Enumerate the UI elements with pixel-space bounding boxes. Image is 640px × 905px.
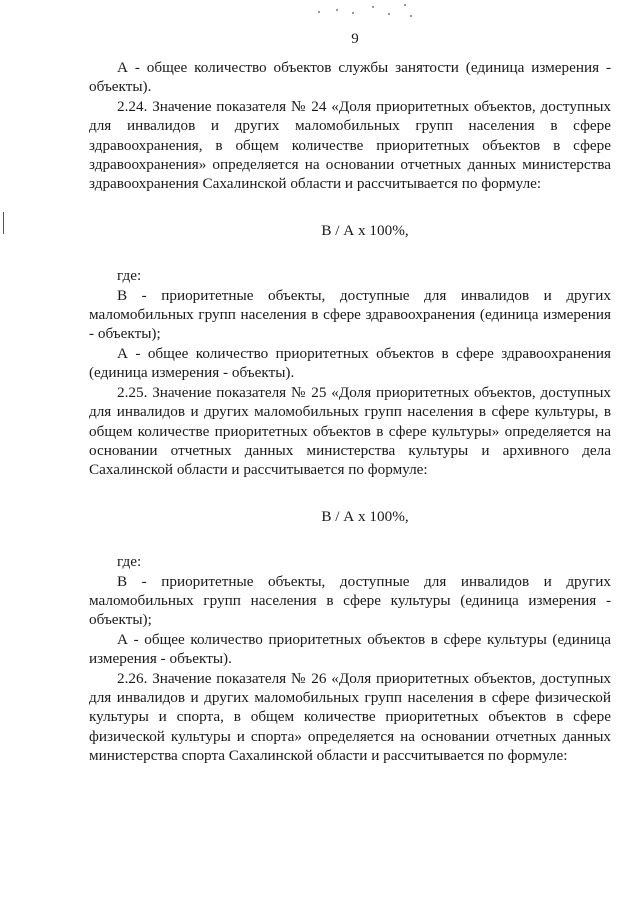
formula-culture: В / А х 100%, <box>321 507 409 525</box>
scan-speck <box>352 12 354 14</box>
where-label: где: <box>117 553 142 571</box>
scan-margin-mark <box>3 212 4 234</box>
where-label: где: <box>117 267 142 285</box>
page-number: 9 <box>351 31 359 47</box>
scan-speck <box>372 6 374 8</box>
paragraph-2-24-health-indicator: 2.24. Значение показателя № 24 «Доля приоритетных объектов, доступных для инвалидов и других маломобильных групп населения в сфере здравоохранения, в общем количестве приоритетных объектов в сфере здравоохранения» определяется на основании отчетных данных министерства здравоохранения Сахалинской области и рассчитывается по формуле: <box>89 97 611 193</box>
formula-health: В / А х 100%, <box>321 221 409 239</box>
scan-speck <box>318 11 320 13</box>
scan-speck <box>388 13 390 15</box>
scan-speck <box>404 4 406 6</box>
paragraph-a-employment-objects: А - общее количество объектов службы занятости (единица измерения - объекты). <box>89 59 611 96</box>
paragraph-b-health-objects: В - приоритетные объекты, доступные для инвалидов и других маломобильных групп населения в сфере здравоохранения (единица измерения - объекты); <box>89 286 611 343</box>
paragraph-b-culture-objects: В - приоритетные объекты, доступные для инвалидов и других маломобильных групп населения в сфере культуры (единица измерения - объекты); <box>89 572 611 629</box>
paragraph-a-culture-objects: А - общее количество приоритетных объектов в сфере культуры (единица измерения - объекты). <box>89 630 611 668</box>
document-body <box>89 58 611 766</box>
paragraph-a-health-objects: А - общее количество приоритетных объектов в сфере здравоохранения (единица измерения - объекты). <box>89 344 611 382</box>
scan-speck <box>336 9 338 11</box>
paragraph-2-26-sport-indicator: 2.26. Значение показателя № 26 «Доля приоритетных объектов, доступных для инвалидов и других маломобильных групп населения в сфере физической культуры и спорта, в общем количестве приоритетных объектов в сфере физической культуры и спорта» определяется на основании отчетных данных министерства спорта Сахалинской области и рассчитывается по формуле: <box>89 669 611 765</box>
scan-speck <box>410 15 412 17</box>
paragraph-2-25-culture-indicator: 2.25. Значение показателя № 25 «Доля приоритетных объектов, доступных для инвалидов и других маломобильных групп населения в сфере культуры, в общем количестве приоритетных объектов в сфере культуры» определяется на основании отчетных данных министерства культуры и архивного дела Сахалинской области и рассчитывается по формуле: <box>89 383 611 479</box>
